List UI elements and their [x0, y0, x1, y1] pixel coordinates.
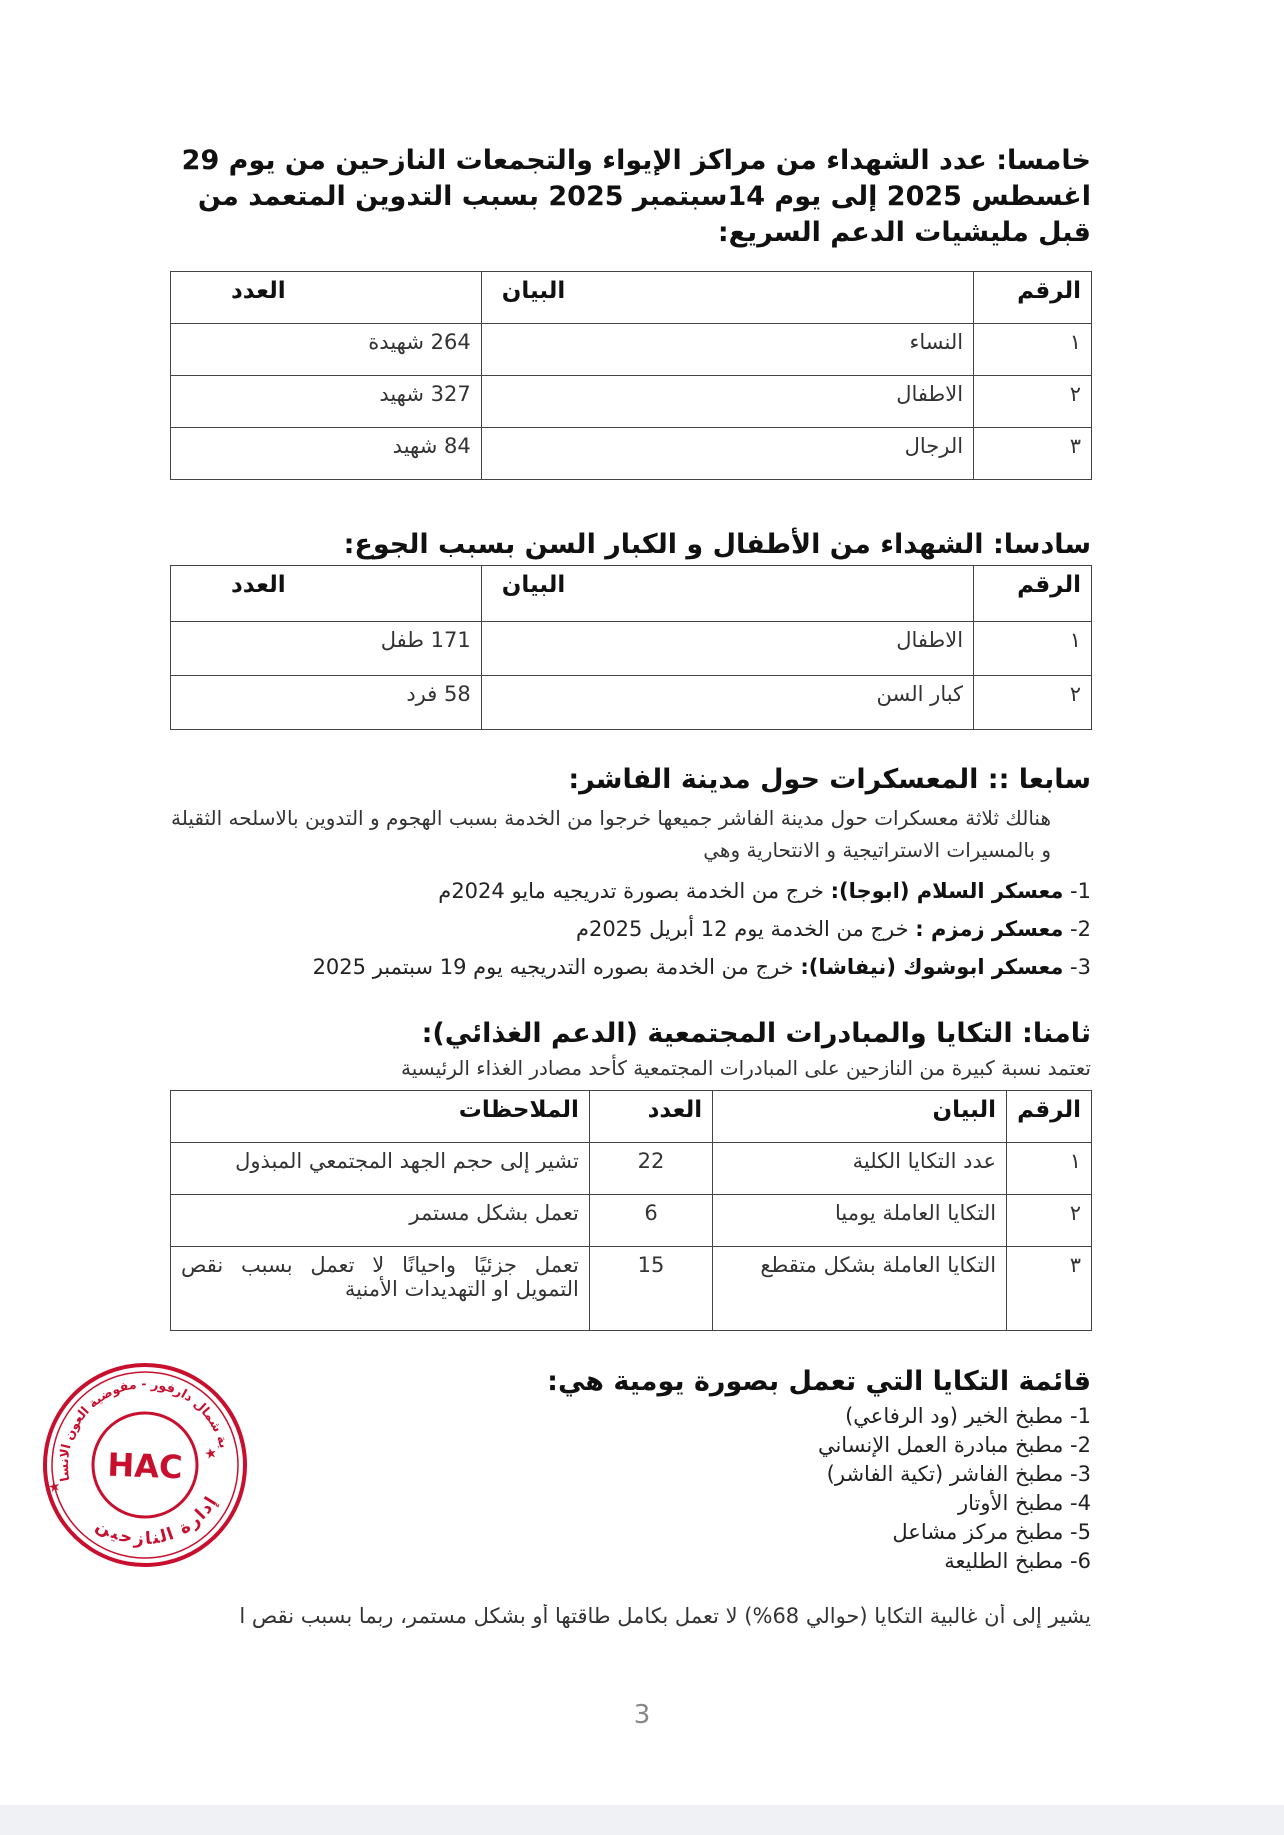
- row-num: ٣: [974, 428, 1092, 480]
- list-item: 2- مطبخ مبادرة العمل الإنساني: [817, 1433, 1091, 1457]
- row-label: الرجال: [481, 428, 973, 480]
- stamp-center-text: HAC: [106, 1445, 184, 1487]
- stamp-top-arc: ولاية شمال دارفور - مفوضية العون الانساني: [55, 1375, 232, 1483]
- table-row: [171, 1143, 1092, 1195]
- row-label: التكايا العاملة يوميا: [713, 1195, 1007, 1247]
- row-note: تعمل جزئيًا واحيانًا لا تعمل بسبب نقص التمويل او التهديدات الأمنية: [171, 1247, 590, 1331]
- row-count: 327 شهيد: [171, 376, 482, 428]
- row-count: 6: [589, 1195, 712, 1247]
- table-row: [171, 676, 1092, 730]
- row-num: ١: [974, 622, 1092, 676]
- star-icon: ★: [203, 1444, 219, 1464]
- camp-status: خرج من الخدمة يوم 12 أبريل 2025م: [575, 917, 909, 941]
- list-item: 6- مطبخ الطليعة: [944, 1549, 1091, 1573]
- section6-title: سادسا: الشهداء من الأطفال و الكبار السن بسبب الجوع:: [343, 529, 1091, 560]
- row-num: ٢: [974, 376, 1092, 428]
- s6-header-num: الرقم: [974, 566, 1092, 622]
- camp-list: [156, 872, 1091, 986]
- row-count: 171 طفل: [171, 622, 482, 676]
- section7-intro: هنالك ثلاثة معسكرات حول مدينة الفاشر جميعها خرجوا من الخدمة بسبب الهجوم و التدوين بالاسلحه الثقيلة و بالمسيرات الاستراتيجية و الانتحارية وهي: [171, 806, 1051, 862]
- row-label: الاطفال: [481, 622, 973, 676]
- row-label: كبار السن: [481, 676, 973, 730]
- row-label: التكايا العاملة بشكل متقطع: [713, 1247, 1007, 1331]
- s6-header-count: العدد: [171, 566, 482, 622]
- section8-table: [170, 1090, 1092, 1331]
- row-label: الاطفال: [481, 376, 973, 428]
- kitchen-list: [156, 1402, 1091, 1576]
- viewer-bottom-bar: [0, 1805, 1284, 1835]
- camp-name: معسكر السلام (ابوجا):: [830, 879, 1064, 903]
- page-number: 3: [633, 1700, 651, 1730]
- row-num: ٢: [1007, 1195, 1092, 1247]
- row-num: ٢: [974, 676, 1092, 730]
- item-num: 3-: [1070, 955, 1091, 979]
- item-num: 2-: [1070, 917, 1091, 941]
- s6-header-label: البيان: [481, 566, 973, 622]
- table-row: [171, 324, 1092, 376]
- row-count: 15: [589, 1247, 712, 1331]
- list-item: 5- مطبخ مركز مشاعل: [892, 1520, 1091, 1544]
- kitchens-title: قائمة التكايا التي تعمل بصورة يومية هي:: [547, 1366, 1091, 1397]
- row-num: ١: [1007, 1143, 1092, 1195]
- list-item: [156, 910, 1091, 948]
- row-note: تشير إلى حجم الجهد المجتمعي المبذول: [171, 1143, 590, 1195]
- footer-note: يشير إلى أن غالبية التكايا (حوالي 68%) لا تعمل بكامل طاقتها أو بشكل مستمر، ربما بسبب نقص ا: [239, 1604, 1091, 1628]
- section7: [156, 762, 1091, 986]
- row-note: تعمل بشكل مستمر: [171, 1195, 590, 1247]
- section6-table: [170, 565, 1092, 730]
- camp-status: خرج من الخدمة بصوره التدريجيه يوم 19 سبتمبر 2025: [312, 955, 794, 979]
- row-label: النساء: [481, 324, 973, 376]
- row-label: عدد التكايا الكلية: [713, 1143, 1007, 1195]
- list-item: [156, 872, 1091, 910]
- section8: [156, 1016, 1091, 1084]
- camp-name: معسكر زمزم :: [915, 917, 1064, 941]
- row-num: ١: [974, 324, 1092, 376]
- row-num: ٣: [1007, 1247, 1092, 1331]
- list-item: 4- مطبخ الأوتار: [957, 1491, 1091, 1515]
- list-item: 3- مطبخ الفاشر (تكية الفاشر): [826, 1462, 1091, 1486]
- s5-header-num: الرقم: [974, 272, 1092, 324]
- camp-name: معسكر ابوشوك (نيفاشا):: [800, 955, 1064, 979]
- s8-header-notes: الملاحظات: [171, 1091, 590, 1143]
- section8-intro: تعتمد نسبة كبيرة من النازحين على المبادرات المجتمعية كأحد مصادر الغذاء الرئيسية: [401, 1056, 1091, 1080]
- camp-status: خرج من الخدمة بصورة تدريجيه مايو 2024م: [438, 879, 824, 903]
- row-count: 22: [589, 1143, 712, 1195]
- row-count: 84 شهيد: [171, 428, 482, 480]
- row-count: 264 شهيدة: [171, 324, 482, 376]
- table-row: [171, 376, 1092, 428]
- table-row: [171, 1247, 1092, 1331]
- s8-header-count: العدد: [589, 1091, 712, 1143]
- stamp-bottom-arc: إدارة النازحين: [92, 1493, 222, 1550]
- list-item: 1- مطبخ الخير (ود الرفاعي): [845, 1404, 1091, 1428]
- section5-table: [170, 271, 1092, 480]
- official-stamp: [40, 1360, 250, 1570]
- table-row: [171, 622, 1092, 676]
- section8-title: ثامنا: التكايا والمبادرات المجتمعية (الدعم الغذائي):: [421, 1018, 1091, 1049]
- s5-header-count: العدد: [171, 272, 482, 324]
- table-row: [171, 428, 1092, 480]
- section7-title: سابعا :: المعسكرات حول مدينة الفاشر:: [568, 764, 1091, 795]
- star-icon: ★: [46, 1478, 63, 1497]
- kitchens-section: [156, 1364, 1091, 1576]
- s5-header-label: البيان: [481, 272, 973, 324]
- section5-title: خامسا: عدد الشهداء من مراكز الإيواء والتجمعات النازحين من يوم 29 اغسطس 2025 إلى يوم 14سبتمبر 2025 بسبب التدوين المتعمد من قبل مليشيات الدعم السريع:: [181, 145, 1091, 248]
- section6: [156, 527, 1091, 563]
- section5: [156, 143, 1091, 251]
- table-row: [171, 1195, 1092, 1247]
- s8-header-num: الرقم: [1007, 1091, 1092, 1143]
- row-count: 58 فرد: [171, 676, 482, 730]
- list-item: [156, 948, 1091, 986]
- item-num: 1-: [1070, 879, 1091, 903]
- s8-header-label: البيان: [713, 1091, 1007, 1143]
